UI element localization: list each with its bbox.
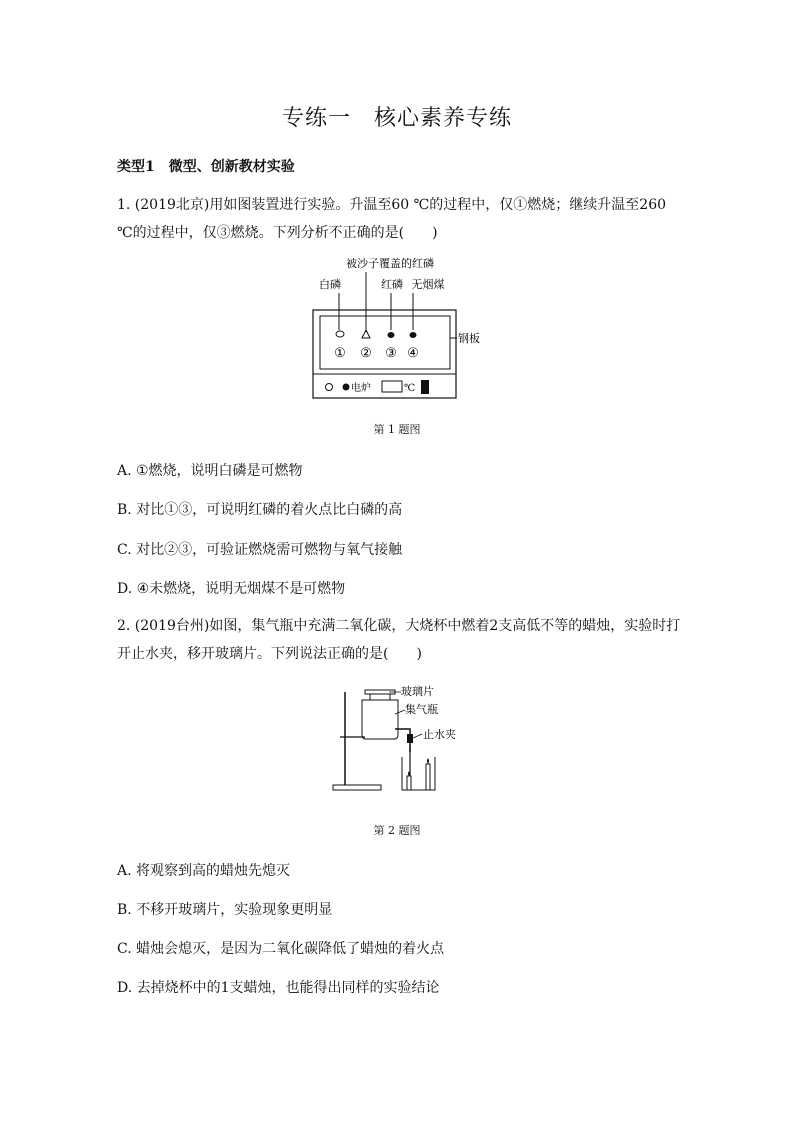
q2-option-d: D. 去掉烧杯中的1支蜡烛，也能得出同样的实验结论 — [117, 980, 440, 996]
fig1-label-unit: ℃ — [404, 383, 416, 394]
fig1-num-3: ③ — [385, 346, 397, 361]
fig2-candle-tall — [426, 764, 430, 790]
fig2-label-clamp: 止水夹 — [423, 728, 456, 741]
q2-option-b: B. 不移开玻璃片，实验现象更明显 — [117, 902, 333, 918]
fig2-leader-bottle — [395, 710, 405, 714]
fig1-label-red-phosphorus: 红磷 — [381, 278, 403, 291]
fig1-red-phosphorus — [388, 332, 395, 338]
fig2-water-clamp — [407, 734, 413, 743]
fig1-label-covered-red-phosphorus: 被沙子覆盖的红磷 — [346, 257, 434, 270]
fig1-temp-display — [382, 381, 402, 392]
fig1-num-1: ① — [334, 346, 346, 361]
fig2-label-bottle: 集气瓶 — [405, 703, 438, 716]
fig1-knob-off-icon — [326, 384, 333, 391]
q1-option-b: B. 对比①③，可说明红磷的着火点比白磷的高 — [117, 502, 403, 518]
fig2-leader-clamp — [413, 734, 422, 738]
q1-option-a: A. ①燃烧，说明白磷是可燃物 — [117, 463, 303, 479]
fig2-flame-tall — [427, 758, 429, 764]
fig2-stand-base — [333, 785, 381, 790]
page-title: 专练一 核心素养专练 — [281, 106, 512, 131]
q2-option-a: A. 将观察到高的蜡烛先熄灭 — [117, 863, 291, 879]
fig1-switch — [421, 380, 429, 394]
fig1-num-2: ② — [360, 346, 372, 361]
fig1-knob-on-icon — [343, 384, 350, 391]
fig2-gas-bottle — [362, 700, 398, 739]
figure-2-caption: 第 2 题图 — [373, 824, 421, 837]
fig2-bottle-neck — [370, 694, 390, 700]
fig2-label-glass: 玻璃片 — [401, 685, 434, 698]
fig1-coal — [410, 332, 417, 338]
fig1-num-4: ④ — [407, 346, 419, 361]
fig1-label-panel: 电炉 — [351, 383, 371, 394]
figure-2-diagram — [325, 684, 485, 796]
fig1-label-white-phosphorus: 白磷 — [319, 278, 341, 291]
fig1-white-phosphorus — [336, 331, 344, 337]
question-1-stem: 1. (2019北京)用如图装置进行实验。升温至60 ℃的过程中，仅①燃烧；继续升温至260 ℃的过程中，仅③燃烧。下列分析不正确的是( ) — [117, 197, 667, 241]
q1-option-d: D. ④未燃烧，说明无烟煤不是可燃物 — [117, 581, 346, 597]
q2-option-c: C. 蜡烛会熄灭，是因为二氧化碳降低了蜡烛的着火点 — [117, 941, 445, 957]
figure-1-diagram — [300, 252, 500, 402]
section-heading: 类型1 微型、创新教材实验 — [117, 159, 295, 175]
fig2-candle-short — [407, 776, 411, 790]
figure-1-caption: 第 1 题图 — [373, 423, 421, 436]
fig1-label-plate: 钢板 — [458, 332, 480, 345]
q1-option-c: C. 对比②③，可验证燃烧需可燃物与氧气接触 — [117, 542, 403, 558]
fig1-label-coal: 无烟煤 — [411, 278, 445, 291]
question-2-stem: 2. (2019台州)如图，集气瓶中充满二氧化碳，大烧杯中燃着2支高低不等的蜡烛，实验时打开止水夹，移开玻璃片。下列说法正确的是( ) — [117, 618, 681, 662]
